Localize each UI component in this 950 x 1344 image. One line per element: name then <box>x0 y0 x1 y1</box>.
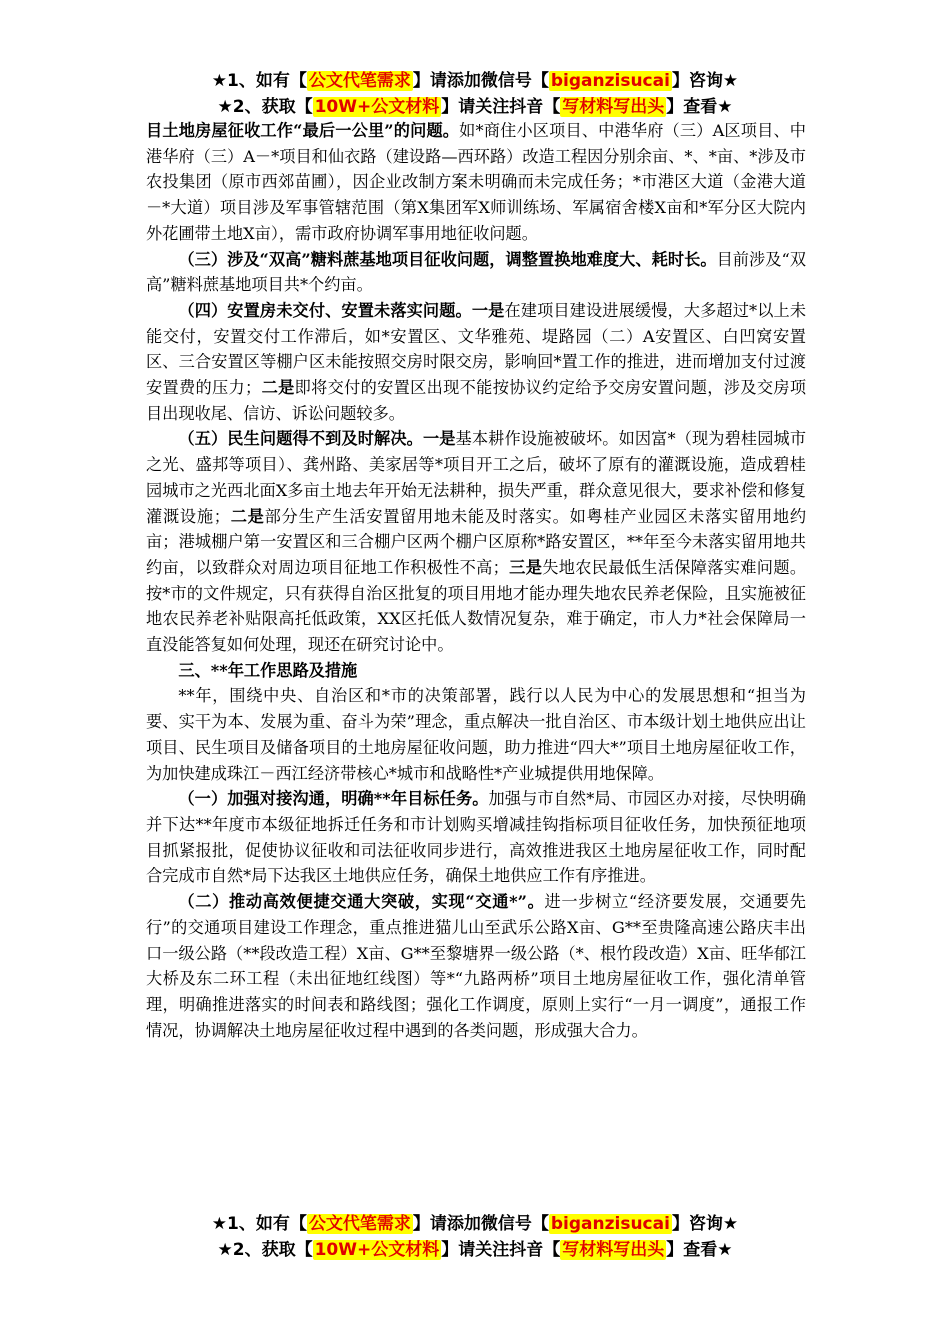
highlight-materials: 10W+公文材料 <box>314 1240 440 1260</box>
paragraph-text: 即将交付的安置区出现不能按协议约定给予交房安置问题，涉及交房项目出现收尾、信访、诉讼问题较多。 <box>146 378 807 423</box>
paragraph-heading: （四）安置房未交付、安置未落实问题。 <box>178 300 472 320</box>
point-marker: 二是 <box>261 378 295 398</box>
paragraph-text: 加强与市自然*局、市园区办对接，尽快明确并下达**年度市本级征地拆迁任务和市计划购买增减挂钩指标项目征收任务，加快预征地项目抓紧报批，促使协议征收和司法征收同步进行，高效推进我区土地房屋征收工作，同时配合完成市自然*局下达我区土地供应任务，确保土地供应工作有序推进。 <box>146 789 806 886</box>
paragraph-heading: （五）民生问题得不到及时解决。 <box>178 429 423 449</box>
paragraph-intro <box>146 683 806 786</box>
point-marker: 三是 <box>508 557 543 577</box>
highlight-douyin-account: 写材料写出头 <box>562 1240 665 1260</box>
banner-text: 】请关注抖音【 <box>441 97 561 117</box>
paragraph-text: 部分生产生活安置留用地未能及时落实。如粤桂产业园区未落实留用地约亩；港城棚户第一安置区和三合棚户区两个棚户区原称*路安置区，**年至今未落实留用地共约亩，以致群众对周边项目征地工作积极性不高； <box>146 506 807 577</box>
banner-text: 】咨询★ <box>671 1214 739 1234</box>
banner-line-1 <box>0 68 950 94</box>
banner-text: 】请添加微信号【 <box>412 1214 549 1234</box>
banner-text: ★1、如有【 <box>211 1214 307 1234</box>
paragraph-continued <box>146 118 806 247</box>
bottom-banner <box>0 1211 950 1263</box>
highlight-douyin-account: 写材料写出头 <box>562 97 665 117</box>
section-title: 三、**年工作思路及措施 <box>178 660 358 680</box>
paragraph-text: 目前涉及“双高”糖料蔗基地项目共*个约亩。 <box>146 249 807 295</box>
highlight-wechat-id: biganzisucai <box>550 1214 670 1234</box>
point-marker: 二是 <box>229 506 265 526</box>
paragraph-text: 在建项目建设进展缓慢，大多超过*以上未能交付，安置交付工作滞后，如*安置区、文华雅苑、堤路园（二）A安置区、白凹窝安置区、三合安置区等棚户区未能按照交房时限交房，影响回*置工作的推进，进而增加支付过渡安置费的压力； <box>146 300 807 398</box>
banner-text: ★2、获取【 <box>217 1240 313 1260</box>
paragraph-text: 进一步树立“经济要发展，交通要先行”的交通项目建设工作理念，重点推进猫儿山至武乐公路X亩、G**至贵隆高速公路庆丰出口一级公路（**段改造工程）X亩、G**至黎塘界一级公路（*、根竹段改造）X亩、旺华郁江大桥及东二环工程（未出征地红线图）等*“九路两桥”项目土地房屋征收工作，强化清单管理，明确推进落实的时间表和路线图；强化工作调度，原则上实行“一月一调度”，通报工作情况，协调解决土地房屋征收过程中遇到的各类问题，形成强大合力。 <box>146 892 806 1040</box>
paragraph-text: 基本耕作设施被破坏。如因富*（现为碧桂园城市之光、盛邦等项目）、龚州路、美家居等*项目开工之后，破坏了原有的灌溉设施，造成碧桂园城市之光西北面X多亩土地去年开始无法耕种，损失严重，群众意见很大，要求补偿和修复灌溉设施； <box>146 429 807 526</box>
highlight-wechat-id: biganzisucai <box>550 71 670 91</box>
highlight-ghostwriting: 公文代笔需求 <box>308 71 411 91</box>
paragraph-text: **年，围绕中央、自治区和*市的决策部署，践行以人民为中心的发展思想和“担当为要、实干为本、发展为重、奋斗为荣”理念，重点解决一批自治区、市本级计划土地供应出让项目、民生项目及储备项目的土地房屋征收问题，助力推进“四大*”项目土地房屋征收工作，为加快建成珠江－西江经济带核心*城市和战略性*产业城提供用地保障。 <box>146 686 806 783</box>
paragraph-text: 失地农民最低生活保障落实难问题。按*市的文件规定，只有获得自治区批复的项目用地才能办理失地农民养老保险，且实施被征地农民养老补贴限高托低政策，XX区托低人数情况复杂，难于确定，市人力*社会保障局一直没能答复如何处理，现还在研究讨论中。 <box>146 557 807 655</box>
point-marker: 一是 <box>471 300 505 320</box>
paragraph-section-3 <box>146 247 806 298</box>
section-heading <box>146 658 806 684</box>
banner-text: ★2、获取【 <box>217 97 313 117</box>
paragraph-measure-2 <box>146 889 806 1043</box>
banner-text: 】查看★ <box>666 97 733 117</box>
paragraph-heading: （三）涉及“双高”糖料蔗基地项目征收问题，调整置换地难度大、耗时长。 <box>178 249 717 269</box>
paragraph-measure-1 <box>146 786 806 889</box>
paragraph-heading: （二）推动高效便捷交通大突破，实现“交通*”。 <box>178 892 545 912</box>
document-body <box>146 118 806 1043</box>
point-marker: 一是 <box>422 429 456 449</box>
paragraph-heading: 目土地房屋征收工作“最后一公里”的问题。 <box>146 121 460 140</box>
highlight-ghostwriting: 公文代笔需求 <box>308 1214 411 1234</box>
banner-text: 】查看★ <box>666 1240 733 1260</box>
banner-line-2 <box>0 94 950 120</box>
paragraph-heading: （一）加强对接沟通，明确**年目标任务。 <box>178 789 489 809</box>
banner-line-1 <box>0 1211 950 1237</box>
highlight-materials: 10W+公文材料 <box>314 97 440 117</box>
banner-text: 】咨询★ <box>671 71 739 91</box>
paragraph-section-5 <box>146 426 806 657</box>
banner-line-2 <box>0 1237 950 1263</box>
banner-text: ★1、如有【 <box>211 71 307 91</box>
banner-text: 】请关注抖音【 <box>441 1240 561 1260</box>
top-banner <box>0 68 950 120</box>
paragraph-section-4 <box>146 298 806 427</box>
paragraph-text: 如*商住小区项目、中港华府（三）A区项目、中港华府（三）A－*项目和仙衣路（建设路—西环路）改造工程因分别余亩、*、*亩、*涉及市农投集团（原市西郊苗圃），因企业改制方案未明确而未完成任务；*市港区大道（金港大道－*大道）项目涉及军事管辖范围（第X集团军X师训练场、军属宿舍楼X亩和*军分区大院内外花圃带土地X亩），需市政府协调军事用地征收问题。 <box>146 121 806 243</box>
banner-text: 】请添加微信号【 <box>412 71 549 91</box>
